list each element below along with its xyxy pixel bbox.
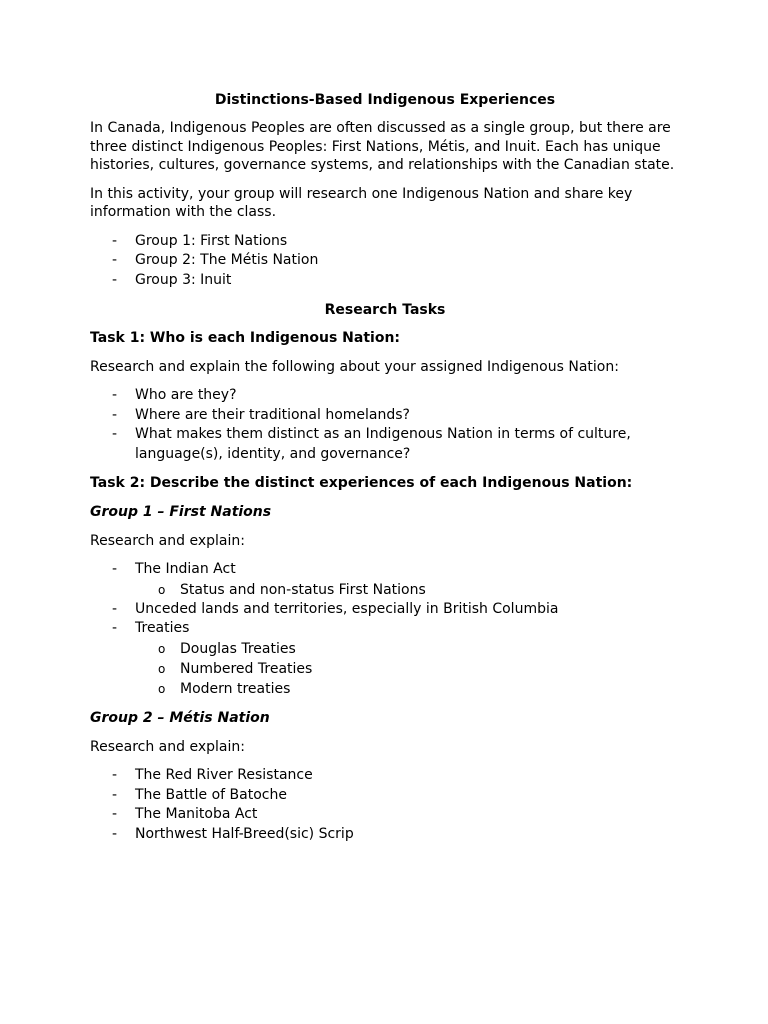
list-item: - Group 3: Inuit: [90, 271, 680, 291]
group1-list: [90, 560, 680, 699]
intro-paragraph-2: In this activity, your group will research one Indigenous Nation and share key information with the class.: [90, 185, 633, 220]
sub-list-item: o Status and non-status First Nations: [135, 580, 680, 600]
sub-list: [135, 639, 680, 699]
task1-list: [90, 386, 680, 464]
list-item: - Northwest Half-Breed(sic) Scrip: [90, 825, 680, 845]
list-item: - Where are their traditional homelands?: [90, 406, 680, 426]
sub-list-item: o Douglas Treaties: [135, 639, 680, 659]
document-title: Distinctions-Based Indigenous Experiences: [214, 92, 556, 108]
sub-list-item: o Modern treaties: [135, 679, 680, 699]
intro-paragraph-1: In Canada, Indigenous Peoples are often discussed as a single group, but there are three distinct Indigenous Peoples: First Nations, Métis, and Inuit. Each has unique histories, cultures, governance systems, and relationships with the Canadian state.: [90, 120, 675, 173]
task1-heading: Task 1: Who is each Indigenous Nation:: [90, 330, 401, 346]
list-item: - Unceded lands and territories, especially in British Columbia: [90, 600, 680, 620]
group1-heading: Group 1 – First Nations: [90, 503, 272, 520]
task2-heading: Task 2: Describe the distinct experiences of each Indigenous Nation:: [90, 475, 633, 491]
list-item: [90, 619, 680, 699]
list-item: - The Red River Resistance: [90, 766, 680, 786]
group2-heading: Group 2 – Métis Nation: [90, 709, 270, 726]
research-tasks-heading: Research Tasks: [324, 302, 446, 318]
group2-intro: Research and explain:: [90, 738, 245, 755]
list-item: - The Battle of Batoche: [90, 786, 680, 806]
list-item: - What makes them distinct as an Indigenous Nation in terms of culture, language(s), identity, and governance?: [90, 425, 680, 464]
task1-intro: Research and explain the following about your assigned Indigenous Nation:: [90, 358, 619, 375]
sub-list-item: o Numbered Treaties: [135, 659, 680, 679]
list-item: [90, 560, 680, 600]
sub-list: [135, 580, 680, 600]
group2-list: [90, 766, 680, 844]
group-list: [90, 232, 680, 291]
group1-intro: Research and explain:: [90, 532, 245, 549]
list-item: - Group 2: The Métis Nation: [90, 251, 680, 271]
document-page: [90, 90, 680, 854]
list-item: - Group 1: First Nations: [90, 232, 680, 252]
list-item-label: The Indian Act: [135, 561, 236, 577]
list-item: - The Manitoba Act: [90, 805, 680, 825]
list-item-label: Treaties: [135, 620, 190, 636]
list-item: - Who are they?: [90, 386, 680, 406]
